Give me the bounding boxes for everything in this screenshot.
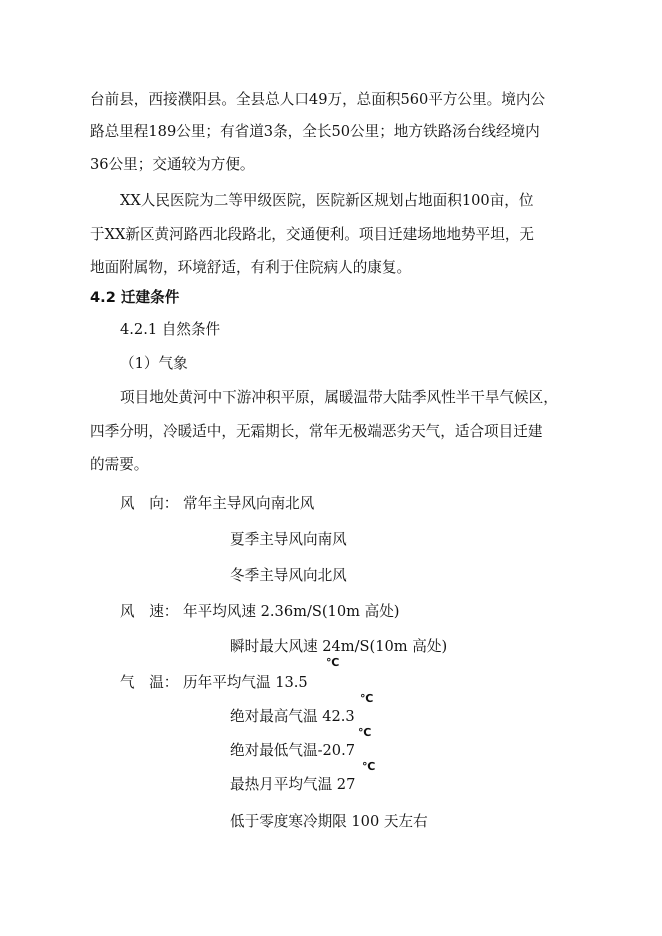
temp-unit-max: ℃ <box>360 692 374 705</box>
wind-direction-label: 风 向： <box>120 495 179 512</box>
wind-direction-annual: 常年主导风向南北风 <box>183 495 315 512</box>
paragraph-2-line-2: 于XX新区黄河路西北段路北，交通便利。项目迁建场地地势平坦，无 <box>90 226 535 243</box>
temp-unit-average: ℃ <box>326 656 340 669</box>
temperature-label: 气 温： <box>120 674 179 691</box>
subsection-heading: 4.2.1 自然条件 <box>120 321 221 338</box>
paragraph-1-line-2: 路总里程189公里；有省道3条，全长50公里；地方铁路汤台线经境内 <box>90 123 540 140</box>
wind-speed-average: 年平均风速 2.36m/S(10m 高处) <box>183 603 400 620</box>
paragraph-2-line-3: 地面附属物，环境舒适，有利于住院病人的康复。 <box>90 259 412 276</box>
section-heading: 4.2 迁建条件 <box>90 289 180 306</box>
wind-speed-max: 瞬时最大风速 24m/S(10m 高处) <box>230 638 448 655</box>
paragraph-3-line-1: 项目地处黄河中下游冲积平原，属暖温带大陆季风性半干旱气候区， <box>120 389 558 406</box>
paragraph-1-line-1: 台前县，西接濮阳县。全县总人口49万，总面积560平方公里。境内公 <box>90 91 546 108</box>
cold-period: 低于零度寒冷期限 100 天左右 <box>230 813 428 830</box>
wind-speed-label: 风 速： <box>120 603 179 620</box>
paragraph-1-line-3: 36公里；交通较为方便。 <box>90 156 255 173</box>
paragraph-2-line-1: XX人民医院为二等甲级医院，医院新区规划占地面积100亩，位 <box>120 192 534 209</box>
temp-absolute-max: 绝对最高气温 42.3 <box>230 708 355 725</box>
paragraph-3-line-2: 四季分明，冷暖适中，无霜期长，常年无极端恶劣天气，适合项目迁建 <box>90 423 543 440</box>
temp-absolute-min: 绝对最低气温-20.7 <box>230 742 355 759</box>
temp-annual-average: 历年平均气温 13.5 <box>183 674 308 691</box>
wind-direction-summer: 夏季主导风向南风 <box>230 531 347 548</box>
temp-hottest-month: 最热月平均气温 27 <box>230 776 356 793</box>
wind-direction-winter: 冬季主导风向北风 <box>230 567 347 584</box>
paragraph-3-line-3: 的需要。 <box>90 456 149 473</box>
temp-unit-hottest: ℃ <box>362 760 376 773</box>
temp-unit-min: ℃ <box>358 726 372 739</box>
item-heading: （1）气象 <box>120 355 188 372</box>
